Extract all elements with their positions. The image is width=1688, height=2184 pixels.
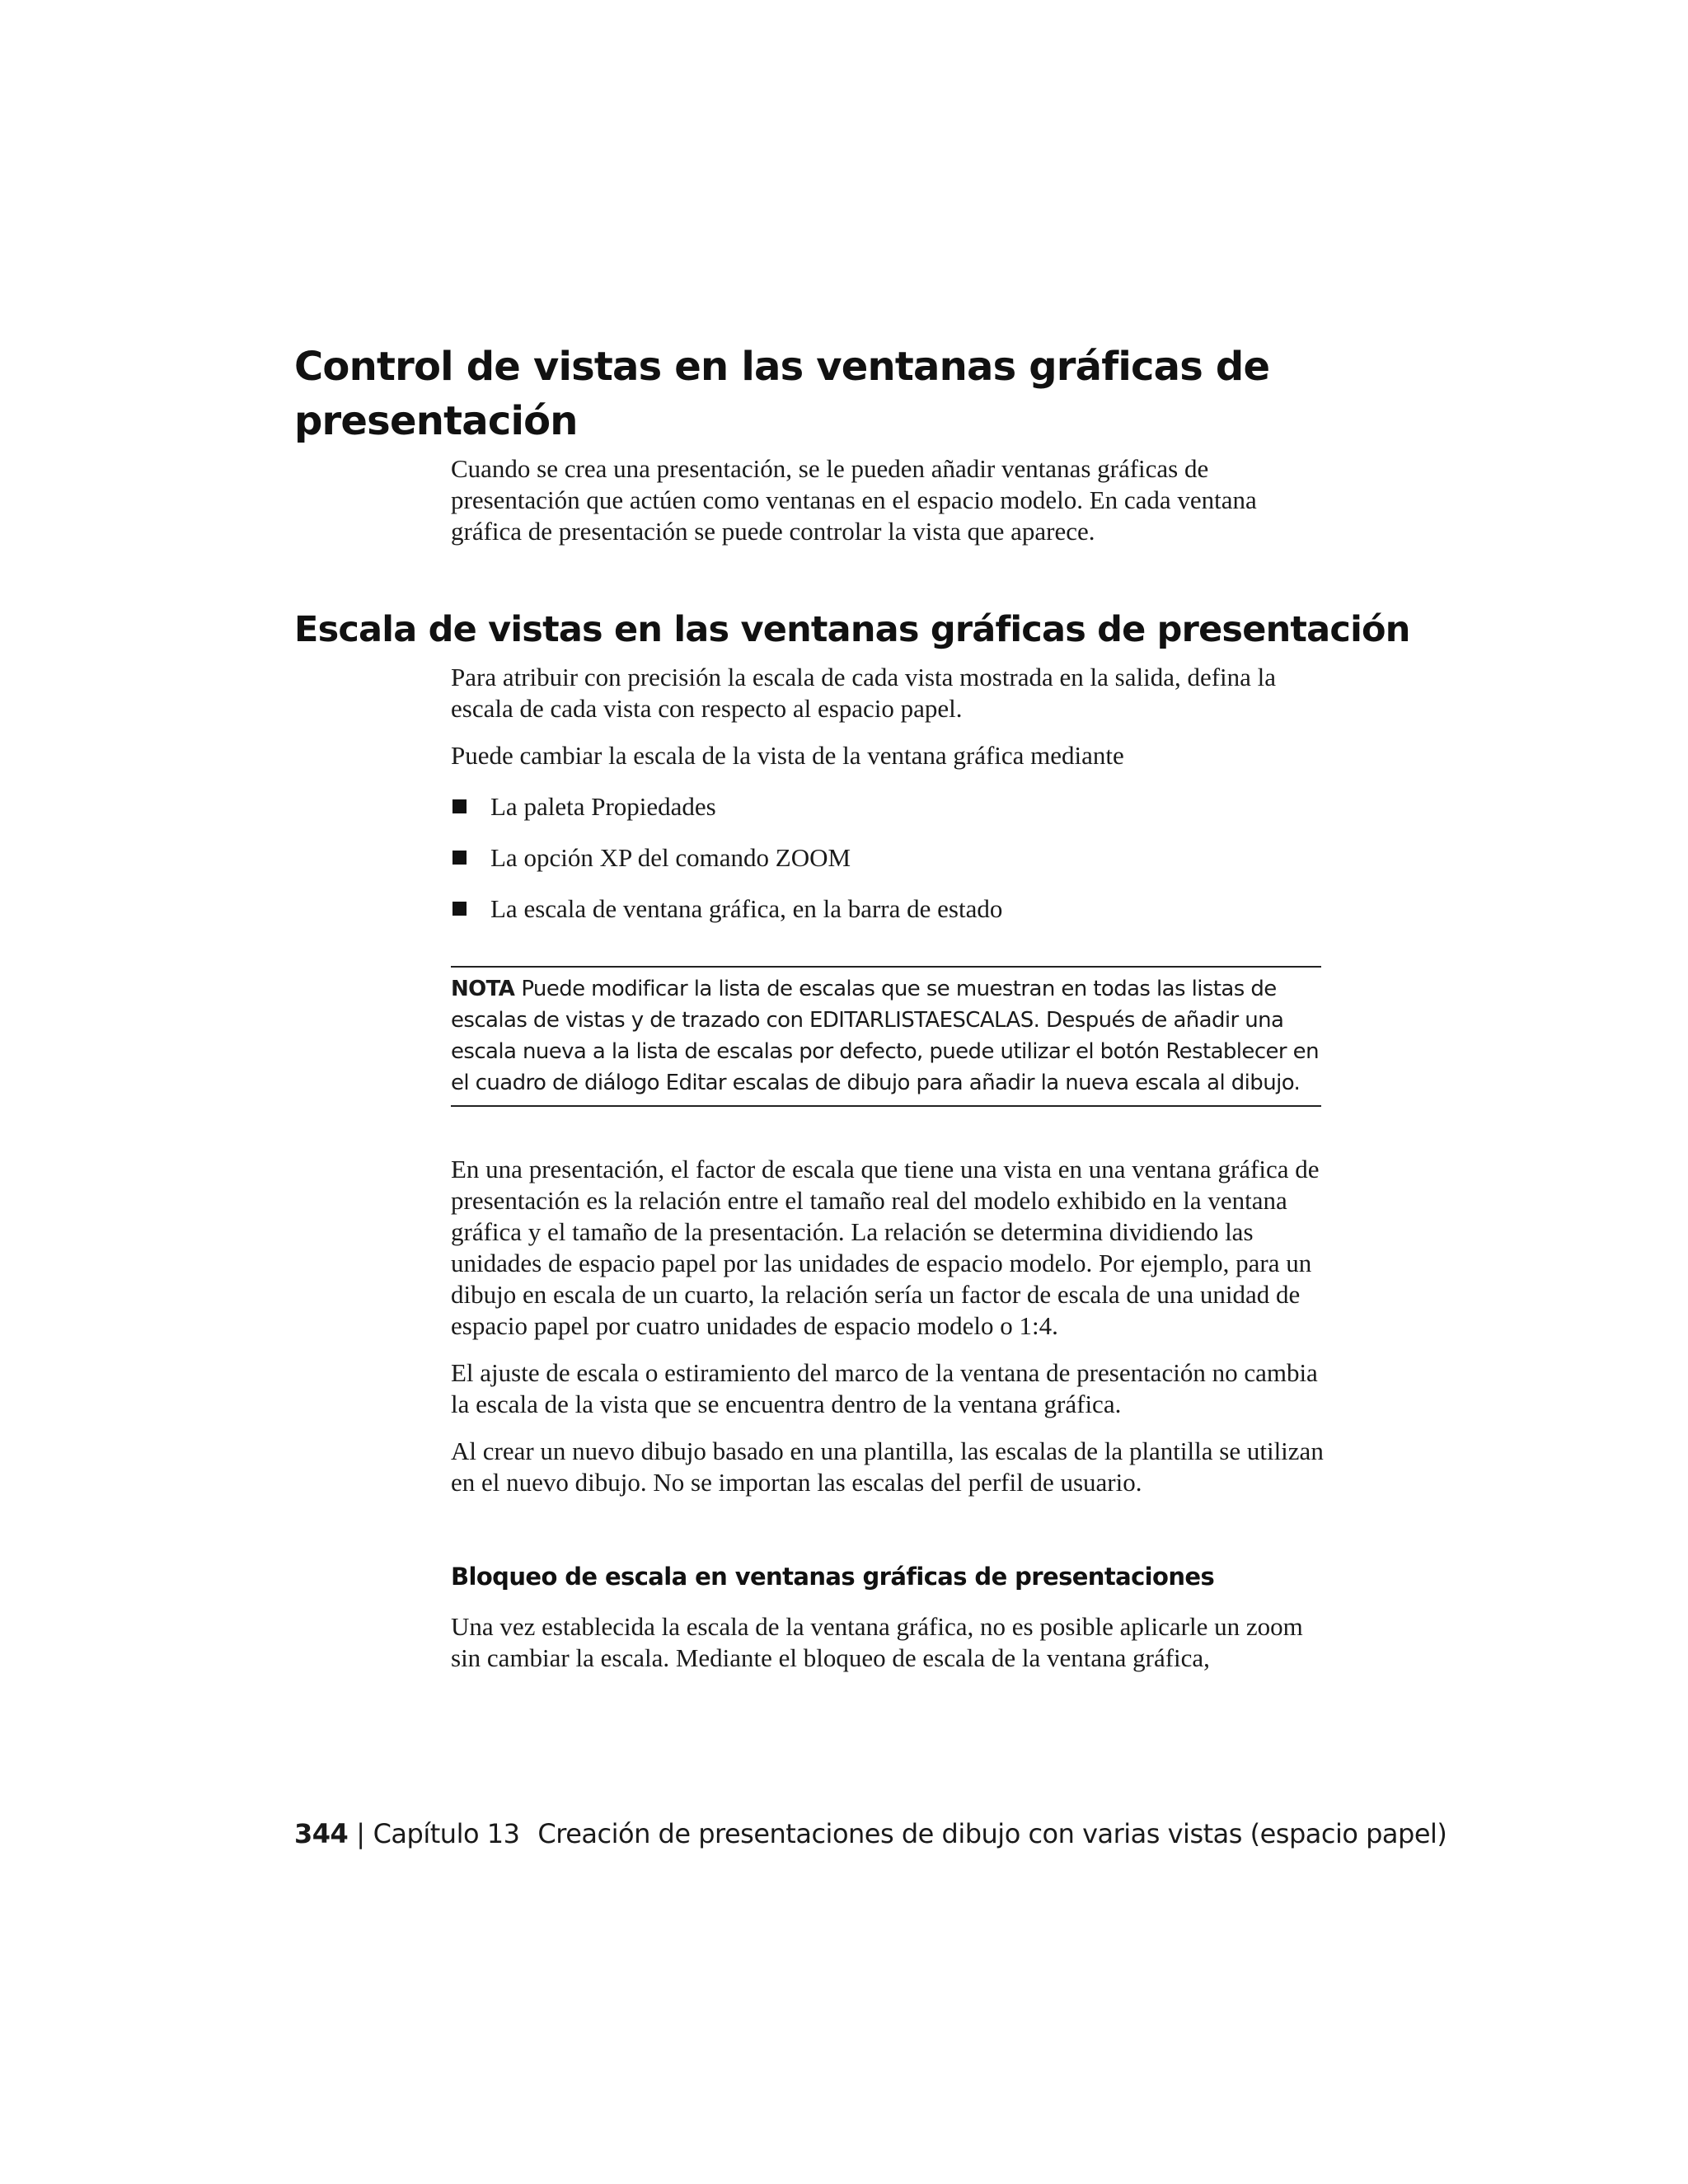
section-intro-paragraph: Cuando se crea una presentación, se le pueden añadir ventanas gráficas de presentación que actúen como ventanas en el espacio modelo. En cada ventana gráfica de presentación se puede controlar la vista que aparece.: [451, 454, 1257, 546]
bloqueo-paragraph: Una vez establecida la escala de la ventana gráfica, no es posible aplicarle un zoom sin cambiar la escala. Mediante el bloqueo de escala de la ventana gráfica,: [451, 1612, 1303, 1672]
bullet-item: [451, 842, 1325, 893]
bloqueo-block: [451, 1611, 1325, 1674]
method-bullet-list: [451, 791, 1325, 944]
section-title-control-vistas: Control de vistas en las ventanas gráficas de presentación: [294, 344, 1270, 444]
bullet-square-icon: [452, 902, 467, 916]
note-box: [451, 966, 1321, 1107]
bullet-item-text: La escala de ventana gráfica, en la barra de estado: [490, 894, 1003, 923]
escala-paragraph-3: En una presentación, el factor de escala que tiene una vista en una ventana gráfica de presentación es la relación entre el tamaño real del modelo exhibido en la ventana gráfica y el tamaño de la presentación. La relación se determina dividiendo las unidades de espacio papel por las unidades de espacio modelo. Por ejemplo, para un dibujo en escala de un cuarto, la relación sería un factor de escala de una unidad de espacio papel por cuatro unidades de espacio modelo o 1:4.: [451, 1155, 1320, 1340]
escala-paragraph-2: Puede cambiar la escala de la vista de la ventana gráfica mediante: [451, 741, 1124, 770]
note-text: Puede modificar la lista de escalas que se muestran en todas las listas de escalas de vistas y de trazado con EDITARLISTAESCALAS. Después de añadir una escala nueva a la lista de escalas por defecto, puede utilizar el botón Restablecer en el cuadro de diálogo Editar escalas de dibujo para añadir la nueva escala al dibujo.: [451, 977, 1319, 1095]
note-paragraph: [451, 973, 1321, 1099]
escala-paragraph-5: Al crear un nuevo dibujo basado en una plantilla, las escalas de la plantilla se utilizan en el nuevo dibujo. No se importan las escalas del perfil de usuario.: [451, 1436, 1324, 1497]
page-number: 344: [294, 1818, 349, 1849]
bullet-square-icon: [452, 851, 467, 865]
footer-chapter: Capítulo 13: [373, 1818, 520, 1849]
bullet-square-icon: [452, 799, 467, 813]
bullet-item: [451, 791, 1325, 842]
escala-paragraph-1: Para atribuir con precisión la escala de cada vista mostrada en la salida, defina la escala de cada vista con respecto al espacio papel.: [451, 663, 1277, 723]
escala-paragraph-4: El ajuste de escala o estiramiento del marco de la ventana de presentación no cambia la escala de la vista que se encuentra dentro de la ventana gráfica.: [451, 1358, 1318, 1418]
bullet-item-text: La paleta Propiedades: [490, 792, 716, 821]
note-label: NOTA: [451, 977, 515, 1001]
bullet-item: [451, 893, 1325, 944]
escala-detail-block: [451, 1154, 1325, 1498]
footer-chapter-title: Creación de presentaciones de dibujo con varias vistas (espacio papel): [537, 1818, 1447, 1849]
page-footer: [294, 1816, 1447, 1852]
footer-separator: |: [356, 1818, 365, 1849]
subsection-title-bloqueo: Bloqueo de escala en ventanas gráficas de presentaciones: [451, 1563, 1215, 1591]
bullet-item-text: La opción XP del comando ZOOM: [490, 843, 851, 872]
section-intro-block: [451, 453, 1325, 547]
escala-intro-block: [451, 662, 1325, 944]
section-title-escala-vistas: Escala de vistas en las ventanas gráficas de presentación: [294, 609, 1410, 650]
